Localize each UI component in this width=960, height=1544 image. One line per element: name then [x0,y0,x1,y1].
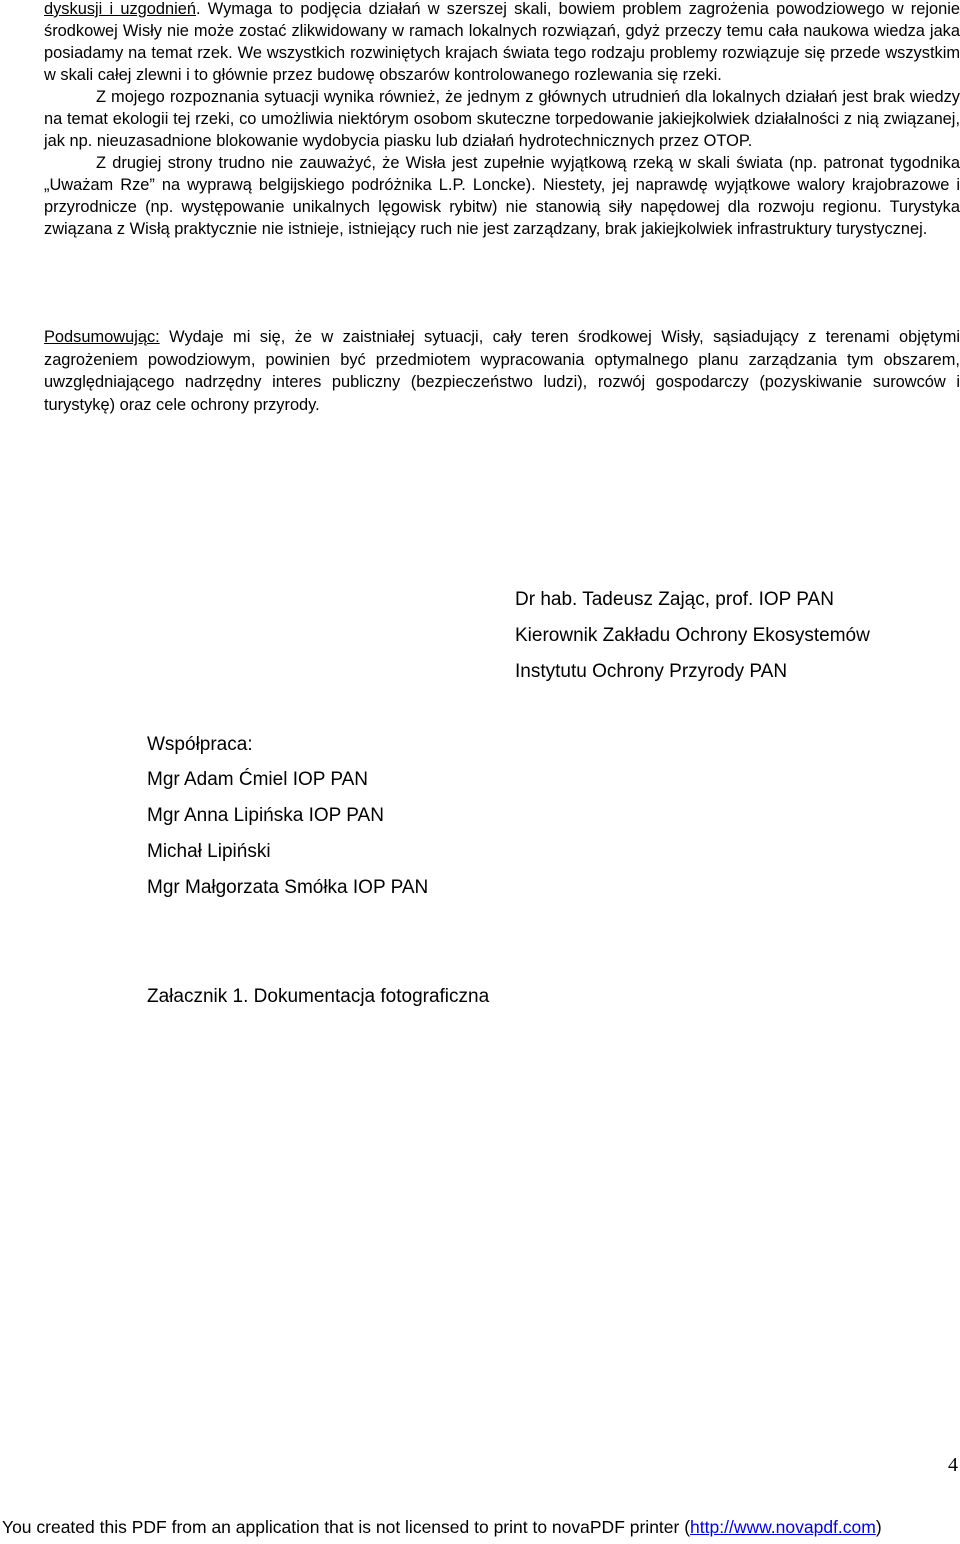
discussion-link-text: dyskusji i uzgodnień [44,0,196,18]
attachment-note: Załacznik 1. Dokumentacja fotograficzna [147,986,490,1007]
summary-paragraph [44,326,960,416]
signature-name: Dr hab. Tadeusz Zając, prof. IOP PAN [515,589,834,610]
paragraph-3: Z drugiej strony trudno nie zauważyć, że Wisła jest zupełnie wyjątkową rzeką w skali świata (np. patronat tygodnika „Uważam Rze” na wyprawą belgijskiego podróżnika L.P. Loncke). Niestety, jej naprawdę wyjątkowe walory krajobrazowe i przyrodnicze (np. występowanie unikalnych lęgowisk rybitw) nie stanowią siły napędowej dla rozwoju regionu. Turystyka związana z Wisłą praktycznie nie istnieje, istniejący ruch nie jest zarządzany, brak jakiejkolwiek infrastruktury turystycznej. [44,154,960,238]
summary-text: Wydaje mi się, że w zaistniałej sytuacji, cały teren środkowej Wisły, sąsiadujący z terenami objętymi zagrożeniem powodziowym, powinien być przedmiotem wypracowania optymalnego planu zarządzania tym obszarem, uwzględniającego nadrzędny interes publiczny (bezpieczeństwo ludzi), rozwój gospodarczy (pozyskiwanie surowców i turystykę) oraz cele ochrony przyrody. [44,328,960,414]
pdf-footer [2,1517,882,1538]
summary-label: Podsumowując: [44,328,160,346]
cooperation-person: Mgr Małgorzata Smółka IOP PAN [147,877,429,898]
signature-institute: Instytutu Ochrony Przyrody PAN [515,661,788,682]
body-paragraphs [44,0,960,240]
paragraph-1-text: . Wymaga to podjęcia działań w szerszej skali, bowiem problem zagrożenia powodziowego w rejonie środkowej Wisły nie może zostać zlikwidowany w ramach lokalnych rozwiązań, gdyż przeczy temu cała naukowa wiedza jaka posiadamy na temat rzek. We wszystkich rozwiniętych krajach świata tego rodzaju problemy rozwiązuje się przede wszystkim w skali całej zlewni i to głównie przez budowę obszarów kontrolowanego rozlewania się rzeki. [44,0,960,84]
footer-link[interactable]: http://www.novapdf.com [690,1517,876,1537]
cooperation-heading: Współpraca: [147,734,253,755]
signature-position: Kierownik Zakładu Ochrony Ekosystemów [515,625,870,646]
cooperation-person: Mgr Adam Ćmiel IOP PAN [147,769,369,790]
footer-text-end: ) [875,1517,882,1537]
cooperation-person: Michał Lipiński [147,841,271,862]
page-number: 4 [948,1454,958,1476]
paragraph-1 [44,0,960,86]
cooperation-person: Mgr Anna Lipińska IOP PAN [147,805,384,826]
paragraph-2: Z mojego rozpoznania sytuacji wynika również, że jednym z głównych utrudnień dla lokalnych działań jest brak wiedzy na temat ekologii tej rzeki, co umożliwia niektórym osobom skuteczne torpedowanie jakiejkolwiek działalności z nią związanej, jak np. nieuzasadnione blokowanie wydobycia piasku lub działań hydrotechnicznych przez OTOP. [44,88,960,150]
footer-text: You created this PDF from an application that is not licensed to print to novaPDF printer ( [2,1517,691,1537]
